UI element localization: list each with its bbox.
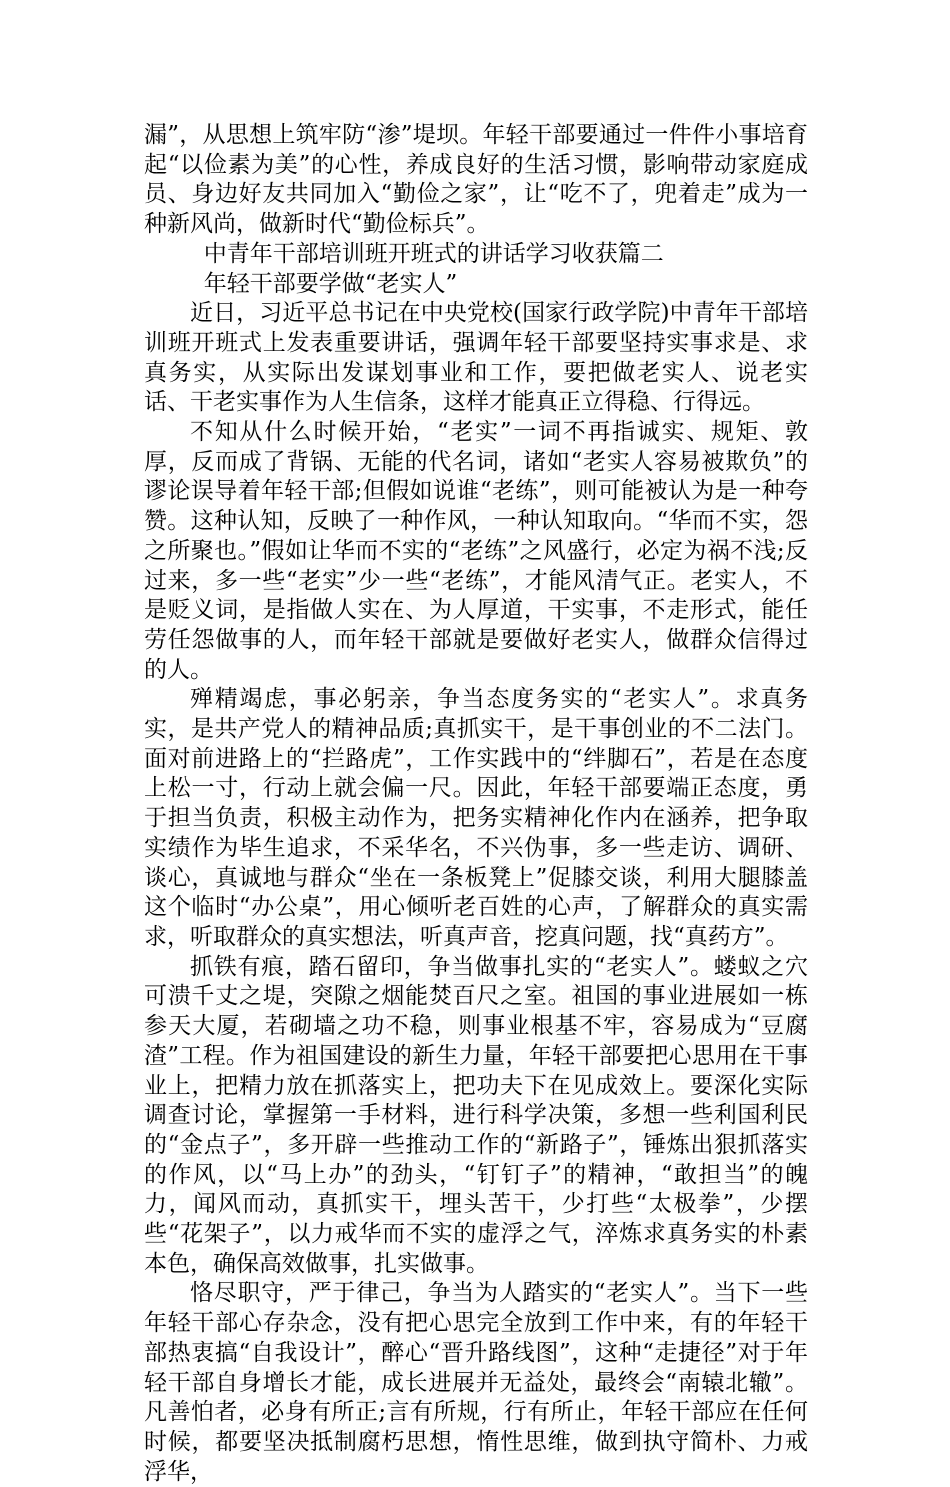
article-title: 年轻干部要学做“老实人”	[203, 270, 458, 297]
document-page	[144, 121, 808, 1487]
paragraph: 抓铁有痕，踏石留印，争当做事扎实的“老实人”。蝼蚁之穴可溃千丈之堤，突隙之烟能焚百尺之室。祖国的事业进展如一栋参天大厦，若砌墙之功不稳，则事业根基不牢，容易成为“豆腐渣”工程。作为祖国建设的新生力量，年轻干部要把心思用在干事业上，把精力放在抓落实上，把功夫下在见成效上。要深化实际调查讨论，掌握第一手材料，进行科学决策，多想一些利国利民的“金点子”，多开辟一些推动工作的“新路子”，锤炼出狠抓落实的作风，以“马上办”的劲头，“钉钉子”的精神，“敢担当”的魄力，闻风而动，真抓实干，埋头苦干，少打些“太极拳”，少摆些“花架子”，以力戒华而不实的虚浮之气，淬炼求真务实的朴素本色，确保高效做事，扎实做事。	[144, 953, 808, 1277]
section-title: 中青年干部培训班开班式的讲话学习收获篇二	[203, 240, 664, 267]
paragraph: 近日，习近平总书记在中央党校(国家行政学院)中青年干部培训班开班式上发表重要讲话，强调年轻干部要坚持实事求是、求真务实，从实际出发谋划事业和工作，要把做老实人、说老实话、干老实事作为人生信条，这样才能真正立得稳、行得远。	[144, 300, 808, 416]
paragraph-continued: 漏”，从思想上筑牢防“渗”堤坝。年轻干部要通过一件件小事培育起“以俭素为美”的心性，养成良好的生活习惯，影响带动家庭成员、身边好友共同加入“勤俭之家”，让“吃不了，兜着走”成为一种新风尚，做新时代“勤俭标兵”。	[144, 122, 808, 238]
paragraph: 不知从什么时候开始，“老实”一词不再指诚实、规矩、敦厚，反而成了背锅、无能的代名词，诸如“老实人容易被欺负”的谬论误导着年轻干部;但假如说谁“老练”，则可能被认为是一种夸赞。这种认知，反映了一种作风，一种认知取向。“华而不实，怨之所聚也。”假如让华而不实的“老练”之风盛行，必定为祸不浅;反过来，多一些“老实”少一些“老练”，才能风清气正。老实人，不是贬义词，是指做人实在、为人厚道，干实事，不走形式，能任劳任怨做事的人，而年轻干部就是要做好老实人，做群众信得过的人。	[144, 419, 808, 683]
paragraph: 殚精竭虑，事必躬亲，争当态度务实的“老实人”。求真务实，是共产党人的精神品质;真抓实干，是干事创业的不二法门。面对前进路上的“拦路虎”，工作实践中的“绊脚石”，若是在态度上松一寸，行动上就会偏一尺。因此，年轻干部要端正态度，勇于担当负责，积极主动作为，把务实精神化作内在涵养，把争取实绩作为毕生追求，不采华名，不兴伪事，多一些走访、调研、谈心，真诚地与群众“坐在一条板凳上”促膝交谈，利用大腿膝盖这个临时“办公桌”，用心倾听老百姓的心声，了解群众的真实需求，听取群众的真实想法，听真声音，挖真问题，找“真药方”。	[144, 686, 808, 950]
paragraph: 恪尽职守，严于律己，争当为人踏实的“老实人”。当下一些年轻干部心存杂念，没有把心思完全放到工作中来，有的年轻干部热衷搞“自我设计”，醉心“晋升路线图”，这种“走捷径”对于年轻干部自身增长才能，成长进展并无益处，最终会“南辕北辙”。凡善怕者，必身有所正;言有所规，行有所止，年轻干部应在任何时候，都要坚决抵制腐朽思想，惰性思维，做到执守简朴、力戒浮华，	[144, 1280, 808, 1485]
